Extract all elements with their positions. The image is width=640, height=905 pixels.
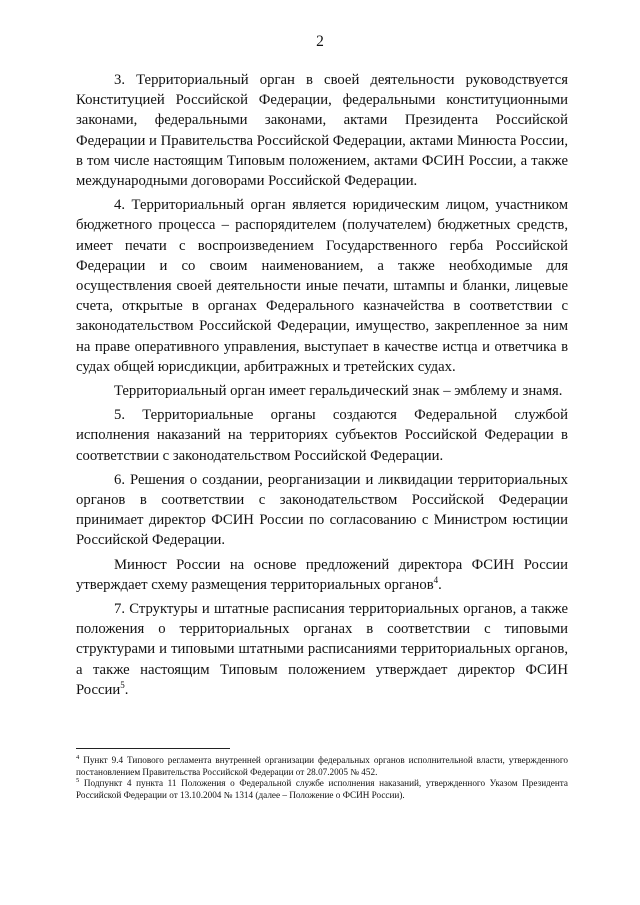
footnote-ref-5[interactable]: 5 (120, 680, 125, 690)
paragraph-3: 3. Территориальный орган в своей деятельности руководствуется Конституцией Российской Федерации, федеральными конституционными законами, федеральными законами, актами Президента Российской Федерации и Правительства Российской Федерации, актами Минюста России, в том числе настоящим Типовым положением, актами ФСИН России, а также международными договорами Российской Федерации. (76, 72, 568, 190)
document-body (76, 70, 568, 700)
paragraph-emblem: Территориальный орган имеет геральдический знак – эмблему и знамя. (114, 383, 563, 400)
footnote-5: $^5$ Подпункт 4 пункта 11 Положения о Федеральной службе исполнения наказаний, утвержденного Указом Президента Российской Федерации от 13.10.2004 № 1314 (далее – Положение о ФСИН России). (76, 776, 568, 800)
footnote-ref-4[interactable]: 4 (433, 574, 439, 585)
page-number: 2 (316, 33, 324, 50)
footnotes (76, 755, 568, 801)
paragraph-5: 5. Территориальные органы создаются Федеральной службой исполнения наказаний на территориях субъектов Российской Федерации в соответствии с законодательством Российской Федерации. (76, 407, 568, 464)
paragraph-minjust: Минюст России на основе предложений директора ФСИН России утверждает схему размещения территориальных органов$^4$. (76, 556, 568, 593)
paragraph-7: 7. Структуры и штатные расписания территориальных органов, а также положения о территориальных органах в соответствии с типовыми структурами и типовыми штатными расписаниями территориальных органов, а также настоящим Типовым положением утверждает директор ФСИН России$^5$. (76, 601, 568, 698)
footnote-divider (76, 748, 230, 749)
footnote-4: $^4$ Пункт 9.4 Типового регламента внутренней организации федеральных органов исполнительной власти, утвержденного постановлением Правительства Российской Федерации от 28.07.2005 № 452. (76, 753, 569, 777)
paragraph-6: 6. Решения о создании, реорганизации и ликвидации территориальных органов в соответствии с законодательством Российской Федерации принимает директор ФСИН России по согласованию с Министром юстиции Российской Федерации. (76, 471, 568, 549)
paragraph-4: 4. Территориальный орган является юридическим лицом, участником бюджетного процесса – распорядителем (получателем) бюджетных средств, имеет печати с воспроизведением Государственного герба Российской Федерации и со своим наименованием, а также необходимые для осуществления своей деятельности иные печати, штампы и бланки, лицевые счета, открытые в органах Федерального казначейства в соответствии с законодательством Российской Федерации, имущество, закрепленное за ним на праве оперативного управления, выступает в качестве истца и ответчика в судах общей юрисдикции, арбитражных и третейских судах. (76, 197, 568, 375)
